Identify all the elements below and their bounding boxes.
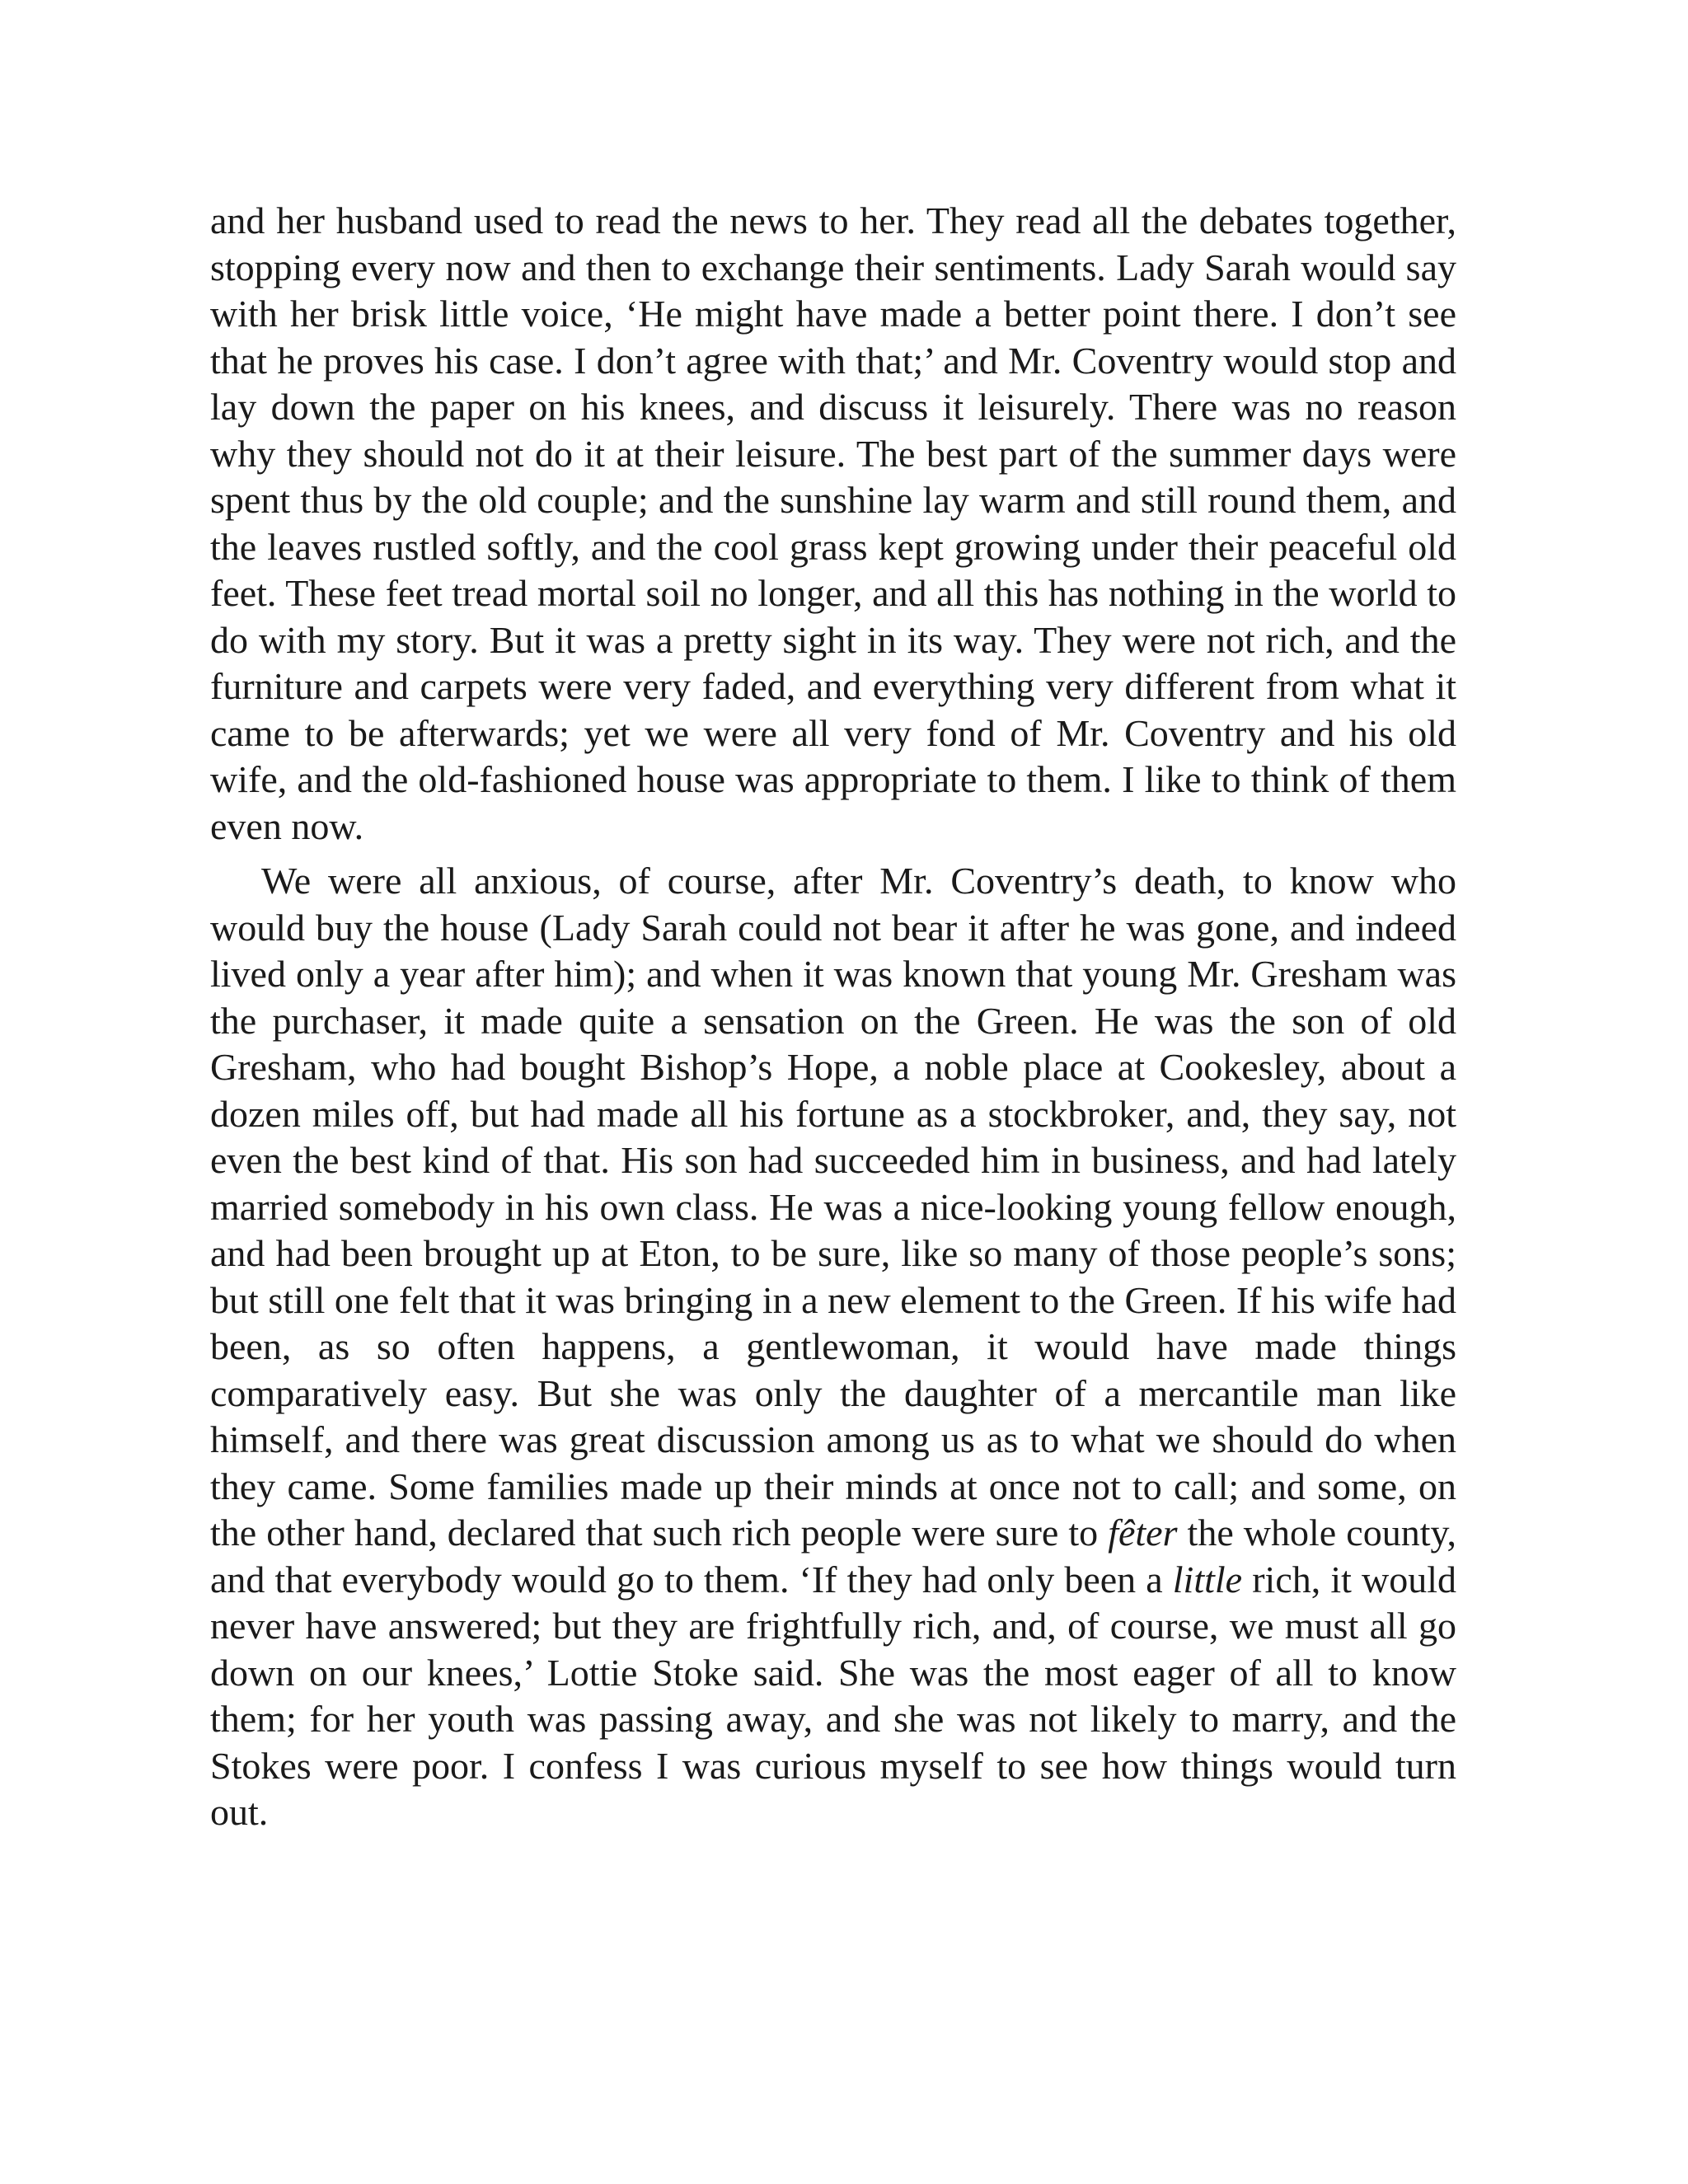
page-body [210, 198, 1456, 1836]
paragraph-2 [210, 858, 1456, 1836]
paragraph-1-text: and her husband used to read the news to her. They read all the debates together, stopping every now and then to exchange their sentiments. Lady Sarah would say with her brisk little voice, ‘He might have made a better point there. I don’t see that he proves his case. I don’t agree with that;’ and Mr. Coventry would stop and lay down the paper on his knees, and discuss it leisurely. There was no reason why they should not do it at their leisure. The best part of the summer days were spent thus by the old couple; and the sunshine lay warm and still round them, and the leaves rustled softly, and the cool grass kept growing under their peaceful old feet. These feet tread mortal soil no longer, and all this has nothing in the world to do with my story. But it was a pretty sight in its way. They were not rich, and the furniture and carpets were very faded, and everything very different from what it came to be afterwards; yet we were all very fond of Mr. Coventry and his old wife, and the old-fashioned house was appropriate to them. I like to think of them even now. [210, 199, 1456, 847]
italic-word-little: little [1172, 1558, 1243, 1601]
paragraph-2-text: the whole county, and that everybody would go to them. ‘If they had only been a [210, 1511, 1456, 1601]
paragraph-1 [210, 198, 1456, 850]
paragraph-2-text: We were all anxious, of course, after Mr. Coventry’s death, to know who would buy the house (Lady Sarah could not bear it after he was gone, and indeed lived only a year after him); and when it was known that young Mr. Gresham was the purchaser, it made quite a sensation on the Green. He was the son of old Gresham, who had bought Bishop’s Hope, a noble place at Cookesley, about a dozen miles off, but had made all his fortune as a stockbroker, and, they say, not even the best kind of that. His son had succeeded him in business, and had lately married somebody in his own class. He was a nice-looking young fellow enough, and had been brought up at Eton, to be sure, like so many of those people’s sons; but still one felt that it was bringing in a new element to the Green. If his wife had been, as so often happens, a gentlewoman, it would have made things comparatively easy. But she was only the daughter of a mercantile man like himself, and there was great discussion among us as to what we should do when they came. Some families made up their minds at once not to call; and some, on the other hand, declared that such rich people were sure to [210, 860, 1456, 1554]
paragraph-2-text: rich, it would never have answered; but they are frightfully rich, and, of course, we must all go down on our knees,’ Lottie Stoke said. She was the most eager of all to know them; for her youth was passing away, and she was not likely to marry, and the Stokes were poor. I confess I was curious myself to see how things would turn out. [210, 1558, 1457, 1833]
italic-word-feter: fêter [1108, 1511, 1178, 1554]
